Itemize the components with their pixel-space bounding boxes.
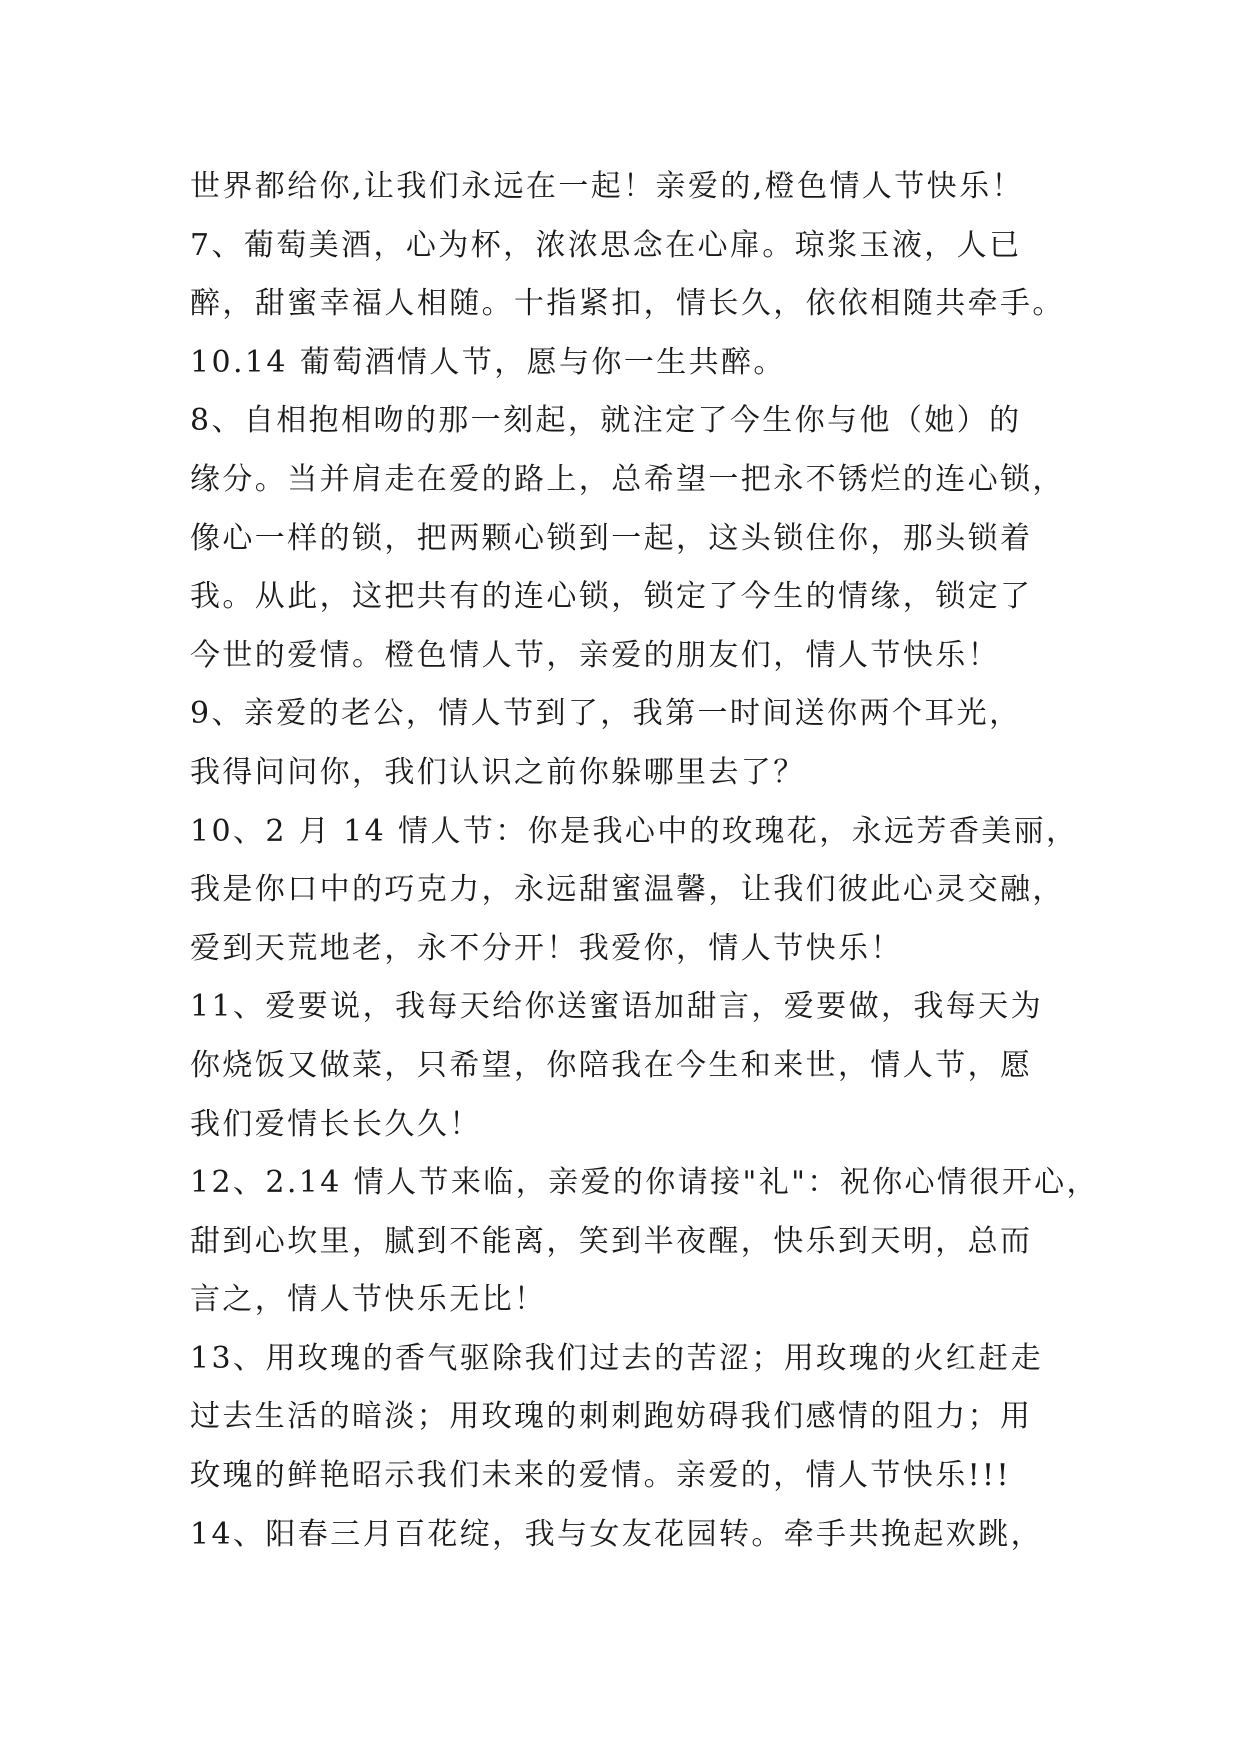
text-line: 7、葡萄美酒，心为杯，浓浓思念在心扉。琼浆玉液，人已 xyxy=(190,227,1022,263)
text-line: 醉，甜蜜幸福人相随。十指紧扣，情长久，依依相随共牵手。 xyxy=(190,286,1065,322)
document-body xyxy=(190,158,1099,1564)
text-line: 8、自相抱相吻的那一刻起，就注定了今生你与他（她）的 xyxy=(190,403,1022,439)
text-line: 过去生活的暗淡；用玫瑰的刺刺跑妨碍我们感情的阻力；用 xyxy=(190,1399,1033,1435)
text-line: 我们爱情长长久久！ xyxy=(190,1106,482,1142)
text-line: 我得问问你，我们认识之前你躲哪里去了？ xyxy=(190,754,806,790)
text-line: 今世的爱情。橙色情人节，亲爱的朋友们，情人节快乐！ xyxy=(190,637,1000,673)
text-line: 我。从此，这把共有的连心锁，锁定了今生的情缘，锁定了 xyxy=(190,579,1033,615)
text-line: 10、2 月 14 情人节：你是我心中的玫瑰花，永远芳香美丽， xyxy=(190,813,1079,849)
text-line: 世界都给你,让我们永远在一起！亲爱的,橙色情人节快乐！ xyxy=(190,169,1024,204)
text-line: 甜到心坎里，腻到不能离，笑到半夜醒，快乐到天明，总而 xyxy=(190,1223,1033,1259)
text-line: 玫瑰的鲜艳昭示我们未来的爱情。亲爱的，情人节快乐!!! xyxy=(190,1458,1011,1494)
text-line: 我是你口中的巧克力，永远甜蜜温馨，让我们彼此心灵交融， xyxy=(190,872,1065,908)
text-line: 11、爱要说，我每天给你送蜜语加甜言，爱要做，我每天为 xyxy=(190,989,1043,1025)
text-line: 9、亲爱的老公，情人节到了，我第一时间送你两个耳光， xyxy=(190,696,1022,732)
text-line: 12、2.14 情人节来临，亲爱的你请接"礼"：祝你心情很开心， xyxy=(190,1165,1099,1201)
text-line: 13、用玫瑰的香气驱除我们过去的苦涩；用玫瑰的火红赶走 xyxy=(190,1340,1043,1376)
text-line: 爱到天荒地老，永不分开！我爱你，情人节快乐！ xyxy=(190,930,903,966)
text-line: 言之，情人节快乐无比！ xyxy=(190,1282,547,1318)
text-line: 10.14 葡萄酒情人节，愿与你一生共醉。 xyxy=(190,344,786,380)
text-line: 缘分。当并肩走在爱的路上，总希望一把永不锈烂的连心锁， xyxy=(190,461,1065,497)
text-line: 14、阳春三月百花绽，我与女友花园转。牵手共挽起欢跳， xyxy=(190,1516,1043,1552)
text-line: 像心一样的锁，把两颗心锁到一起，这头锁住你，那头锁着 xyxy=(190,520,1033,556)
text-line: 你烧饭又做菜，只希望，你陪我在今生和来世，情人节，愿 xyxy=(190,1047,1033,1083)
